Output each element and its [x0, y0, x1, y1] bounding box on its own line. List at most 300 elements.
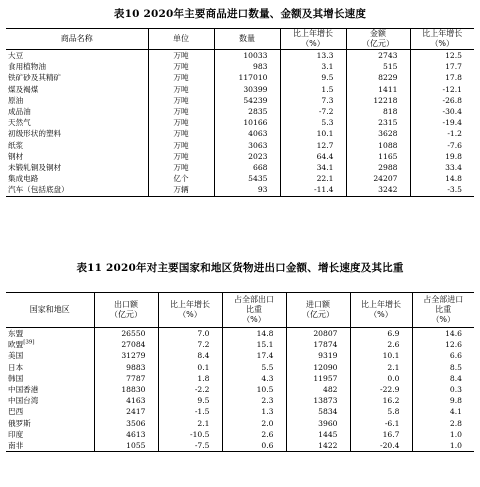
- cell-value: 515: [383, 62, 398, 72]
- cell-value: 34.1: [316, 163, 334, 173]
- commodity-row-cell: [410, 106, 474, 117]
- commodity-row-cell: [148, 128, 214, 139]
- cell-value: 8.4: [449, 373, 462, 383]
- commodity-row-cell: [346, 106, 410, 117]
- cell-value: -30.4: [442, 107, 462, 117]
- commodity-row-cell: [148, 50, 214, 62]
- cell-value: -12.1: [442, 84, 462, 94]
- cell-value: 3242: [378, 185, 398, 195]
- country-row-cell: [412, 418, 474, 429]
- cell-value: 7787: [126, 373, 146, 383]
- commodity-row-cell: [346, 173, 410, 184]
- cell-value: 万吨: [173, 151, 189, 161]
- cell-value: 1.5: [321, 84, 334, 94]
- cell-value: -22.9: [380, 385, 400, 395]
- cell-value: 26550: [121, 329, 146, 338]
- commodity-row-cell: [280, 184, 346, 196]
- country-row-cell: [412, 362, 474, 373]
- cell-value: 印度: [8, 429, 24, 439]
- commodity-row-cell: [410, 117, 474, 128]
- commodity-row-cell: [148, 140, 214, 151]
- cell-value: 4063: [248, 129, 268, 139]
- country-row-cell: [94, 395, 158, 406]
- commodity-row-cell: [346, 84, 410, 95]
- cell-value: 1.3: [261, 407, 274, 417]
- commodity-row-cell: [346, 151, 410, 162]
- cell-value: 0.1: [197, 362, 210, 372]
- commodity-row-cell: [214, 140, 280, 151]
- cell-value: 30399: [243, 84, 268, 94]
- table11-header-cell: 占全部出口 比重 （%）: [222, 293, 286, 328]
- cell-value: 欧盟: [8, 340, 24, 350]
- country-row-cell: [412, 429, 474, 440]
- country-row-cell: [350, 339, 412, 350]
- commodity-row-cell: [280, 151, 346, 162]
- country-row-cell: [286, 328, 350, 340]
- cell-value: -7.2: [318, 107, 334, 117]
- cell-value: 万吨: [173, 140, 189, 150]
- cell-value: 7.3: [321, 95, 334, 105]
- commodity-row: [6, 140, 474, 151]
- country-row-cell: [222, 362, 286, 373]
- cell-value: 1165: [378, 151, 398, 161]
- cell-value: 22.1: [316, 174, 334, 184]
- table11-header-cell: 占全部进口 比重 （%）: [412, 293, 474, 328]
- country-row-cell: [94, 429, 158, 440]
- table10-header-cell: 单位: [148, 29, 214, 50]
- country-row-cell: [286, 418, 350, 429]
- cell-value: 17.7: [445, 62, 462, 72]
- cell-value: 万吨: [173, 73, 189, 83]
- country-row: [6, 350, 474, 361]
- cell-value: 93: [257, 185, 268, 195]
- country-row-cell: [350, 362, 412, 373]
- cell-value: 万吨: [173, 118, 189, 128]
- cell-value: 2.8: [449, 418, 462, 428]
- country-row: [6, 406, 474, 417]
- cell-value: -6.1: [384, 418, 400, 428]
- cell-value: 东盟: [8, 329, 24, 338]
- table11-header-cell: 比上年增长 （%）: [350, 293, 412, 328]
- cell-value: 10.5: [256, 385, 274, 395]
- cell-value: 9.8: [449, 396, 462, 406]
- commodity-row-cell: [6, 61, 148, 72]
- country-row-cell: [6, 362, 94, 373]
- commodity-row: [6, 173, 474, 184]
- country-row-cell: [222, 350, 286, 361]
- commodity-row-cell: [214, 184, 280, 196]
- cell-value: 12218: [373, 95, 398, 105]
- country-row-cell: [94, 440, 158, 452]
- cell-value: 万吨: [173, 62, 189, 72]
- cell-value: 24207: [373, 174, 398, 184]
- cell-value: 1.8: [197, 373, 210, 383]
- cell-value: 3628: [378, 129, 398, 139]
- commodity-row-cell: [6, 128, 148, 139]
- cell-value: 1422: [318, 441, 338, 451]
- cell-value: 2.1: [197, 418, 210, 428]
- country-row-cell: [6, 418, 94, 429]
- country-row: [6, 328, 474, 340]
- country-row-cell: [158, 429, 222, 440]
- country-row-cell: [412, 328, 474, 340]
- commodity-row-cell: [346, 61, 410, 72]
- table10-header-cell: 比上年增长 （%）: [410, 29, 474, 50]
- cell-value: 17874: [313, 340, 338, 350]
- cell-value: -19.4: [442, 118, 462, 128]
- country-row-cell: [94, 339, 158, 350]
- cell-value: 27084: [121, 340, 146, 350]
- commodity-row-cell: [280, 61, 346, 72]
- cell-value: 7.2: [197, 340, 210, 350]
- footnote-marker: [39]: [23, 339, 35, 346]
- commodity-row: [6, 184, 474, 196]
- cell-value: 15.1: [256, 340, 274, 350]
- country-row-cell: [222, 339, 286, 350]
- country-row-cell: [350, 328, 412, 340]
- cell-value: 14.6: [445, 329, 462, 338]
- commodity-row-cell: [6, 106, 148, 117]
- table10-title: 表10 2020年主要商品进口数量、金额及其增长速度: [113, 8, 367, 20]
- commodity-row-cell: [410, 140, 474, 151]
- country-row-cell: [350, 406, 412, 417]
- cell-value: 未锻轧铜及铜材: [8, 163, 62, 173]
- commodity-row-cell: [214, 61, 280, 72]
- commodity-row-cell: [410, 162, 474, 173]
- country-row-cell: [350, 395, 412, 406]
- commodity-row: [6, 106, 474, 117]
- cell-value: 2835: [248, 107, 268, 117]
- country-row-cell: [222, 395, 286, 406]
- commodity-row: [6, 95, 474, 106]
- country-row-cell: [94, 362, 158, 373]
- commodity-row-cell: [6, 50, 148, 62]
- cell-value: 5834: [318, 407, 338, 417]
- cell-value: 万辆: [173, 185, 189, 195]
- country-row-cell: [158, 384, 222, 395]
- cell-value: 亿个: [173, 174, 189, 184]
- country-row-cell: [286, 373, 350, 384]
- country-row-cell: [350, 350, 412, 361]
- commodity-row-cell: [214, 72, 280, 83]
- country-row-cell: [158, 406, 222, 417]
- country-row-cell: [94, 384, 158, 395]
- cell-value: 9.5: [197, 396, 210, 406]
- commodity-row-cell: [214, 117, 280, 128]
- commodity-row-cell: [410, 173, 474, 184]
- country-row-cell: [158, 418, 222, 429]
- cell-value: 万吨: [173, 84, 189, 94]
- commodity-row-cell: [214, 106, 280, 117]
- country-row-cell: [6, 350, 94, 361]
- cell-value: -10.5: [190, 429, 210, 439]
- commodity-row-cell: [148, 173, 214, 184]
- cell-value: 8.4: [197, 351, 210, 361]
- cell-value: 12.7: [316, 140, 334, 150]
- commodity-row-cell: [6, 173, 148, 184]
- cell-value: 钢材: [8, 151, 24, 161]
- commodity-row-cell: [410, 84, 474, 95]
- cell-value: 3063: [248, 140, 268, 150]
- cell-value: 482: [323, 385, 338, 395]
- cell-value: 集成电路: [8, 174, 39, 184]
- commodity-row-cell: [6, 162, 148, 173]
- country-row-cell: [94, 373, 158, 384]
- country-row-cell: [350, 373, 412, 384]
- country-row-cell: [6, 373, 94, 384]
- commodity-row-cell: [280, 95, 346, 106]
- commodity-row: [6, 117, 474, 128]
- country-row-cell: [6, 406, 94, 417]
- table11-header-cell: 国家和地区: [6, 293, 94, 328]
- country-row-cell: [350, 429, 412, 440]
- cell-value: 2988: [378, 163, 398, 173]
- table10-header-row: [6, 29, 474, 50]
- commodity-row: [6, 151, 474, 162]
- commodity-row-cell: [280, 106, 346, 117]
- cell-value: 2.0: [261, 418, 274, 428]
- commodity-row-cell: [280, 162, 346, 173]
- commodity-row: [6, 84, 474, 95]
- commodity-row-cell: [410, 95, 474, 106]
- cell-value: 16.7: [382, 429, 400, 439]
- cell-value: 万吨: [173, 95, 189, 105]
- table11-header-row: [6, 293, 474, 328]
- commodity-row-cell: [410, 72, 474, 83]
- commodity-row-cell: [346, 50, 410, 62]
- country-row-cell: [286, 406, 350, 417]
- commodity-row-cell: [346, 72, 410, 83]
- cell-value: 8229: [378, 73, 398, 83]
- table11-header-cell: 出口额 （亿元）: [94, 293, 158, 328]
- cell-value: 983: [253, 62, 268, 72]
- cell-value: 5435: [248, 174, 268, 184]
- commodity-row: [6, 128, 474, 139]
- cell-value: 17.4: [256, 351, 274, 361]
- country-row: [6, 339, 474, 350]
- cell-value: 1.0: [449, 441, 462, 451]
- cell-value: 12090: [313, 362, 338, 372]
- cell-value: 20807: [313, 329, 338, 338]
- cell-value: 6.6: [449, 351, 462, 361]
- commodity-row-cell: [280, 173, 346, 184]
- commodity-row-cell: [346, 184, 410, 196]
- commodity-row-cell: [148, 106, 214, 117]
- cell-value: 中国台湾: [8, 396, 39, 406]
- country-row-cell: [412, 339, 474, 350]
- cell-value: 4163: [126, 396, 146, 406]
- cell-value: 俄罗斯: [8, 418, 31, 428]
- country-row: [6, 429, 474, 440]
- cell-value: -11.4: [314, 185, 334, 195]
- country-row-cell: [412, 373, 474, 384]
- cell-value: 19.8: [445, 151, 462, 161]
- cell-value: -1.2: [447, 129, 462, 139]
- commodity-row-cell: [410, 184, 474, 196]
- cell-value: 16.2: [382, 396, 400, 406]
- commodity-row-cell: [6, 117, 148, 128]
- table10-header-cell: 数量: [214, 29, 280, 50]
- commodity-row-cell: [214, 50, 280, 62]
- cell-value: 2.3: [261, 396, 274, 406]
- cell-value: 10166: [243, 118, 268, 128]
- country-row-cell: [6, 429, 94, 440]
- cell-value: 万吨: [173, 129, 189, 139]
- country-row-cell: [6, 395, 94, 406]
- cell-value: 6.9: [387, 329, 400, 338]
- country-row-cell: [6, 328, 94, 340]
- import-commodities-table: [6, 28, 474, 197]
- cell-value: 11957: [313, 373, 338, 383]
- commodity-row-cell: [6, 95, 148, 106]
- country-row-cell: [286, 362, 350, 373]
- cell-value: -26.8: [442, 95, 462, 105]
- country-row-cell: [222, 373, 286, 384]
- table11-header-cell: 进口额 （亿元）: [286, 293, 350, 328]
- cell-value: 3506: [126, 418, 146, 428]
- commodity-row-cell: [214, 173, 280, 184]
- cell-value: -20.4: [380, 441, 400, 451]
- cell-value: 2417: [126, 407, 146, 417]
- country-row-cell: [158, 440, 222, 452]
- country-row-cell: [222, 440, 286, 452]
- cell-value: 成品油: [8, 107, 31, 117]
- commodity-row-cell: [148, 184, 214, 196]
- cell-value: 12.5: [445, 51, 462, 60]
- cell-value: 4.1: [449, 407, 462, 417]
- table11-header-cell: 比上年增长 （%）: [158, 293, 222, 328]
- commodity-row-cell: [410, 61, 474, 72]
- cell-value: 2.6: [387, 340, 400, 350]
- commodity-row-cell: [214, 84, 280, 95]
- cell-value: 1.0: [449, 429, 462, 439]
- cell-value: 31279: [121, 351, 146, 361]
- country-row-cell: [158, 350, 222, 361]
- country-row: [6, 418, 474, 429]
- cell-value: 117010: [238, 73, 268, 83]
- cell-value: 0.3: [449, 385, 462, 395]
- cell-value: 9883: [126, 362, 146, 372]
- cell-value: 1411: [378, 84, 398, 94]
- country-row-cell: [6, 339, 94, 350]
- cell-value: 2.6: [261, 429, 274, 439]
- country-row-cell: [286, 384, 350, 395]
- country-row-cell: [286, 440, 350, 452]
- commodity-row-cell: [214, 95, 280, 106]
- cell-value: 煤及褐煤: [8, 84, 39, 94]
- table10-header-cell: 比上年增长 （%）: [280, 29, 346, 50]
- commodity-row: [6, 50, 474, 62]
- country-row-cell: [6, 440, 94, 452]
- cell-value: 美国: [8, 351, 24, 361]
- cell-value: 8.5: [449, 362, 462, 372]
- cell-value: 668: [253, 163, 268, 173]
- cell-value: 1445: [318, 429, 338, 439]
- cell-value: 64.4: [316, 151, 334, 161]
- country-row-cell: [222, 384, 286, 395]
- commodity-row-cell: [280, 84, 346, 95]
- country-row-cell: [6, 384, 94, 395]
- country-row-cell: [286, 350, 350, 361]
- cell-value: 5.8: [387, 407, 400, 417]
- cell-value: 12.6: [445, 340, 462, 350]
- commodity-row-cell: [148, 61, 214, 72]
- cell-value: 5.5: [261, 362, 274, 372]
- commodity-row-cell: [346, 117, 410, 128]
- commodity-row-cell: [148, 151, 214, 162]
- cell-value: 0.6: [261, 441, 274, 451]
- cell-value: 3960: [318, 418, 338, 428]
- country-row-cell: [350, 418, 412, 429]
- commodity-row-cell: [410, 50, 474, 62]
- commodity-row-cell: [6, 151, 148, 162]
- commodity-row-cell: [148, 162, 214, 173]
- cell-value: 2.1: [387, 362, 400, 372]
- cell-value: 7.0: [197, 329, 210, 338]
- country-row-cell: [222, 406, 286, 417]
- country-row-cell: [412, 350, 474, 361]
- cell-value: 初级形状的塑料: [8, 129, 62, 139]
- country-row-cell: [286, 395, 350, 406]
- cell-value: 食用植物油: [8, 62, 46, 72]
- country-row-cell: [222, 429, 286, 440]
- commodity-row: [6, 162, 474, 173]
- country-row: [6, 384, 474, 395]
- cell-value: 纸浆: [8, 140, 24, 150]
- cell-value: 17.8: [445, 73, 462, 83]
- commodity-row-cell: [6, 140, 148, 151]
- commodity-row: [6, 72, 474, 83]
- country-row-cell: [350, 384, 412, 395]
- country-row-cell: [94, 418, 158, 429]
- country-row-cell: [94, 328, 158, 340]
- cell-value: 1088: [378, 140, 398, 150]
- country-row-cell: [286, 429, 350, 440]
- commodity-row-cell: [148, 72, 214, 83]
- commodity-row-cell: [280, 72, 346, 83]
- country-row-cell: [412, 440, 474, 452]
- table11-title: 表11 2020年对主要国家和地区货物进出口金额、增长速度及其比重: [76, 262, 404, 274]
- commodity-row-cell: [280, 50, 346, 62]
- cell-value: 3.1: [321, 62, 334, 72]
- country-row-cell: [158, 395, 222, 406]
- cell-value: 天然气: [8, 118, 31, 128]
- cell-value: 巴西: [8, 407, 24, 417]
- commodity-row-cell: [410, 128, 474, 139]
- cell-value: 14.8: [445, 174, 462, 184]
- cell-value: 5.3: [321, 118, 334, 128]
- commodity-row-cell: [280, 128, 346, 139]
- cell-value: 万吨: [173, 107, 189, 117]
- country-row: [6, 440, 474, 452]
- cell-value: 818: [383, 107, 398, 117]
- cell-value: 33.4: [445, 163, 462, 173]
- cell-value: 日本: [8, 362, 24, 372]
- commodity-row-cell: [214, 151, 280, 162]
- commodity-row-cell: [280, 117, 346, 128]
- cell-value: 9319: [318, 351, 338, 361]
- cell-value: 2023: [248, 151, 268, 161]
- cell-value: -3.5: [447, 185, 462, 195]
- commodity-row-cell: [346, 95, 410, 106]
- cell-value: 万吨: [173, 51, 189, 60]
- table10-header-cell: 商品名称: [6, 29, 148, 50]
- trade-by-country-table: [6, 292, 474, 452]
- country-row: [6, 395, 474, 406]
- cell-value: 13873: [313, 396, 338, 406]
- commodity-row-cell: [346, 162, 410, 173]
- cell-value: 2743: [378, 51, 398, 60]
